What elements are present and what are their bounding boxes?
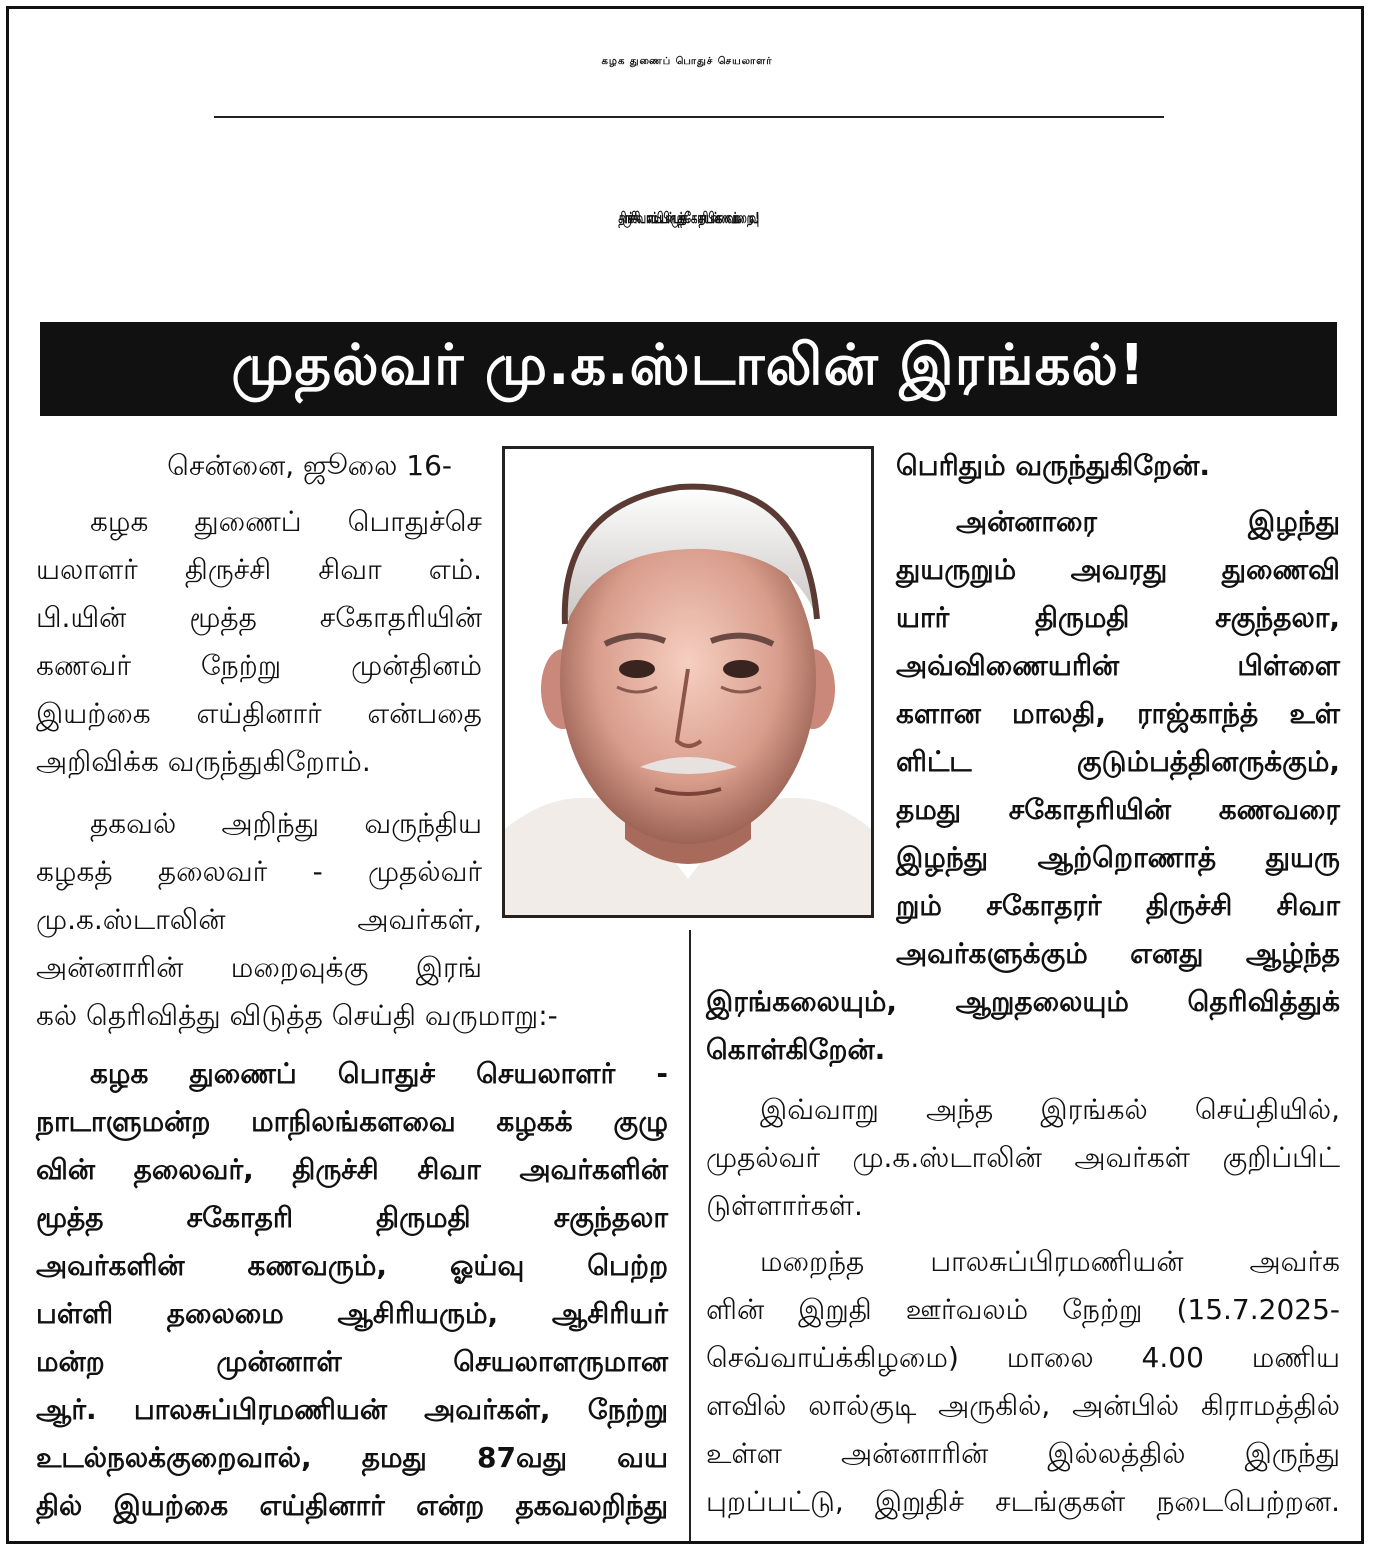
text-line: புறப்பட்டு, இறுதிச் சடங்குகள் நடைபெற்றன. [706,1485,1340,1518]
right-paragraph-1 [896,498,1340,978]
left-paragraph-2 [36,800,482,992]
text-line: கழக துணைப் பொதுச் செயலாளர் - [90,1057,668,1090]
subheadline: முதல்வர் மு.க.ஸ்டாலின் இரங்கல்! [231,333,1146,398]
text-line: கல் தெரிவித்து விடுத்த செய்தி வருமாறு:- [36,999,558,1032]
text-line: றும் சகோதரர் திருச்சி சிவா [896,889,1340,922]
kicker: கழக துணைப் பொதுச் செயலாளர் [601,56,773,67]
text-line: களான மாலதி, ராஜ்காந்த் உள் [896,697,1340,730]
right-paragraph-3 [706,1238,1340,1526]
text-line: அறிவிக்க வருந்துகிறோம். [36,745,371,778]
column-divider [689,930,691,1542]
text-line: யலாளர் திருச்சி சிவா எம். [36,553,482,586]
text-line: தமது சகோதரியின் கணவரை [896,793,1340,826]
text-line: பெரிதும் வருந்துகிறேன். [896,449,1211,482]
text-line: கொள்கிறேன். [706,1033,886,1066]
right-continuation [896,442,1340,490]
text-line: மு.க.ஸ்டாலின் அவர்கள், [36,903,482,936]
headline: திருச்சி சிவா எம்.பி.யின் மூத்த சகோதரியின் கணவர் மறைவு! [618,210,756,228]
text-line: அவர்களின் கணவரும், ஓய்வு பெற்ற [36,1249,668,1282]
text-line: டுள்ளார்கள். [706,1189,863,1222]
text-line: ளின் இறுதி ஊர்வலம் நேற்று (15.7.2025- [706,1293,1340,1326]
text-line: தகவல் அறிந்து வருந்திய [90,807,482,840]
text-line: இரங்கலையும், ஆறுதலையும் தெரிவித்துக் [706,985,1340,1018]
text-line: கணவர் நேற்று முன்தினம் [36,649,482,682]
portrait-illustration [505,449,871,915]
text-line: பள்ளி தலைமை ஆசிரியரும், ஆசிரியர் [36,1297,668,1330]
text-line: செவ்வாய்க்கிழமை) மாலை 4.00 மணிய [706,1341,1340,1374]
text-line: யார் திருமதி சகுந்தலா, [896,601,1340,634]
text-line: கழகத் தலைவர் - முதல்வர் [36,855,482,888]
text-line: ளிட்ட குடும்பத்தினருக்கும், [896,745,1340,778]
text-line: மறைந்த பாலசுப்பிரமணியன் அவர்க [760,1245,1340,1278]
left-paragraph-1 [36,498,482,786]
portrait-photo [502,446,874,918]
text-line: இவ்வாறு அந்த இரங்கல் செய்தியில், [760,1093,1340,1126]
subheadline-bar [40,322,1337,416]
text-line: பி.யின் மூத்த சகோதரியின் [36,601,482,634]
text-line: ளவில் லால்குடி அருகில், அன்பில் கிராமத்தில் [706,1389,1340,1422]
dateline [36,442,482,490]
dateline-text: சென்னை, ஜூலை 16- [167,449,452,482]
text-line: மூத்த சகோதரி திருமதி சகுந்தலா [36,1201,668,1234]
text-line: உள்ள அன்னாரின் இல்லத்தில் இருந்து [706,1437,1340,1470]
text-line: இழந்து ஆற்றொணாத் துயரு [896,841,1340,874]
text-line: உடல்நலக்குறைவால், தமது 87வது வய [36,1441,668,1474]
left-paragraph-2-tail [36,992,676,1040]
text-line: ஆர். பாலசுப்பிரமணியன் அவர்கள், நேற்று [36,1393,668,1426]
text-line: முதல்வர் மு.க.ஸ்டாலின் அவர்கள் குறிப்பிட் [706,1141,1340,1174]
right-paragraph-2 [706,1086,1340,1230]
text-line: தில் இயற்கை எய்தினார் என்ற தகவலறிந்து [36,1489,668,1522]
text-line: அன்னாரின் மறைவுக்கு இரங் [36,951,482,984]
text-line: அவ்விணையரின் பிள்ளை [896,649,1340,682]
right-paragraph-1-tail [706,978,1340,1074]
text-line: இயற்கை எய்தினார் என்பதை [36,697,482,730]
left-paragraph-3 [36,1050,668,1530]
text-line: அன்னாரை இழந்து [956,505,1340,538]
text-line: நாடாளுமன்ற மாநிலங்களவை கழகக் குழு [36,1105,668,1138]
text-line: மன்ற முன்னாள் செயலாளருமான [36,1345,668,1378]
text-line: அவர்களுக்கும் எனது ஆழ்ந்த [896,937,1340,970]
text-line: துயருறும் அவரது துணைவி [896,553,1340,586]
text-line: வின் தலைவர், திருச்சி சிவா அவர்களின் [36,1153,668,1186]
text-line: கழக துணைப் பொதுச்செ [90,505,482,538]
